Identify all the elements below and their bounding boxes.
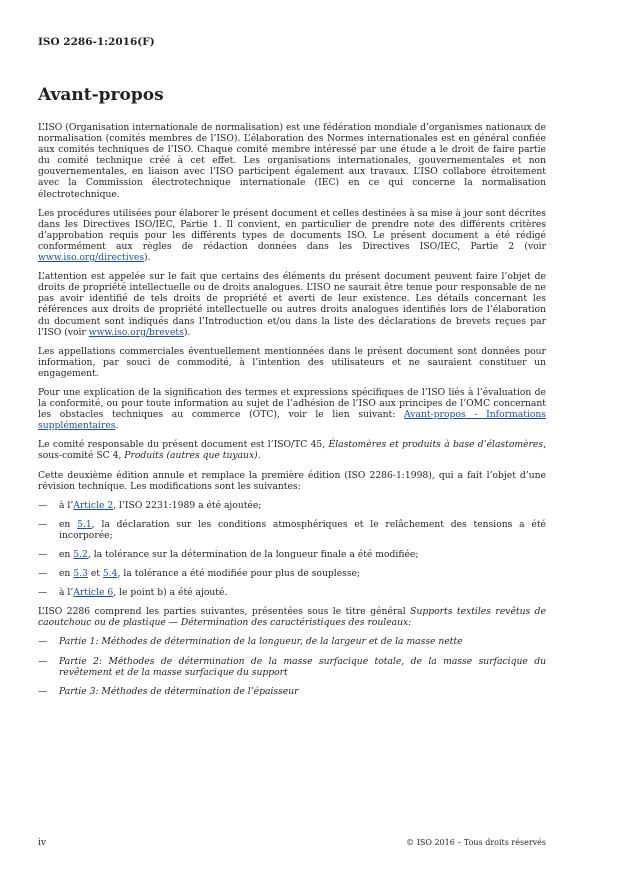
item-text: à l’ bbox=[59, 499, 74, 511]
item-text: , la tolérance a été modifiée pour plus de souplesse; bbox=[117, 568, 361, 580]
tc-title: Élastomères et produits à base d’élastomères bbox=[328, 439, 544, 451]
item-text: et bbox=[87, 568, 103, 580]
paragraph-text: Les procédures utilisées pour élaborer le présent document et celles destinées à sa mise à jour sont décrites dans les Directives ISO/IEC, Partie 1. Il convient, en particulier de prendre note des différents critères d’approbation requis pour les différents types de documents ISO. Le présent document a été rédigé conformément aux règles de rédaction données dans les Directives ISO/IEC, Partie 2 (voir bbox=[38, 207, 546, 252]
dash-marker: — bbox=[38, 499, 48, 511]
paragraph-text: Le comité responsable du présent document est l’ISO/TC 45, bbox=[38, 439, 329, 451]
dash-marker: — bbox=[38, 518, 48, 530]
document-id-header: ISO 2286-1:2016(F) bbox=[38, 36, 155, 48]
paragraph-text: L’ISO 2286 comprend les parties suivantes, présentées sous le titre général bbox=[38, 606, 411, 618]
dash-marker: — bbox=[38, 549, 48, 560]
article-2-link[interactable]: Article 2 bbox=[73, 499, 114, 511]
paragraph-edition: Cette deuxième édition annule et remplace la première édition (ISO 2286-1:1998), qui a fait l’objet d’une révision technique. Les modifications sont les suivantes: bbox=[38, 469, 546, 492]
patents-link[interactable]: www.iso.org/brevets bbox=[88, 326, 184, 338]
paragraph-text: L’attention est appelée sur le fait que certains des éléments du présent document peuvent faire l’objet de droits de propriété intellectuelle ou de droits analogues. L’ISO ne saurait être tenue pour responsable de ne pas avoir identifié de tels droits de propriété et averti de leur existence. Les détails concernant les références aux droits de propriété intellectuelle ou autres droits analogues identifiés lors de l’élaboration du document sont indiqués dans l’Introduction et/ou dans la liste des déclarations de brevets reçues par l’ISO (voir bbox=[38, 271, 546, 338]
list-item bbox=[38, 636, 546, 647]
list-item bbox=[38, 656, 546, 678]
paragraph-text: Pour une explication de la signification des termes et expressions spécifiques de l’ISO liés à l’évaluation de la conformité, ou pour toute information au sujet de l’adhésion de l’ISO aux principes de l’OMC concernant les obstacles techniques au commerce (OTC), voir le lien suivant: bbox=[38, 386, 546, 421]
paragraph-conformity bbox=[38, 387, 546, 431]
dash-marker: — bbox=[38, 685, 48, 697]
paragraph-end: ). bbox=[183, 326, 191, 338]
dash-marker: — bbox=[38, 655, 48, 667]
paragraph-end: . bbox=[115, 420, 119, 432]
clause-5-1-link[interactable]: 5.1 bbox=[77, 518, 92, 530]
list-item bbox=[38, 686, 546, 697]
part-title: Partie 1: Méthodes de détermination de la longueur, de la largeur et de la masse nette bbox=[59, 636, 463, 648]
list-item bbox=[38, 519, 546, 541]
clause-5-4-link[interactable]: 5.4 bbox=[102, 568, 118, 580]
item-text: , la déclaration sur les conditions atmosphériques et le relâchement des tensions a été incorporée; bbox=[59, 518, 546, 541]
parts-list bbox=[38, 636, 546, 696]
list-item bbox=[38, 568, 546, 579]
article-6-link[interactable]: Article 6 bbox=[73, 587, 114, 599]
copyright-notice: © ISO 2016 – Tous droits réservés bbox=[406, 838, 546, 847]
clause-5-3-link[interactable]: 5.3 bbox=[73, 568, 88, 580]
item-text: , la tolérance sur la détermination de la longueur finale a été modifiée; bbox=[87, 549, 419, 560]
paragraph-procedures bbox=[38, 208, 546, 263]
series-title: Supports textiles revêtus de caoutchouc ou de plastique — Détermination des caractéristiques des rouleaux: bbox=[38, 606, 546, 629]
list-item bbox=[38, 549, 546, 560]
paragraph-iso-intro: L’ISO (Organisation internationale de normalisation) est une fédération mondiale d’organismes nationaux de normalisation (comités membres de l’ISO). L’élaboration des Normes internationales est en général confiée aux comités techniques de l’ISO. Chaque comité membre intéressé par une étude a le droit de faire partie du comité technique créé à cet effet. Les organisations internationales, gouvernementales et non gouvernementales, en liaison avec l’ISO participent également aux travaux. L’ISO collabore étroitement avec la Commission électrotechnique internationale (IEC) en ce qui concerne la normalisation électrotechnique. bbox=[38, 122, 546, 200]
paragraph-parts-intro bbox=[38, 606, 546, 628]
item-text: à l’ bbox=[59, 587, 74, 599]
item-text: en bbox=[59, 518, 78, 530]
part-title: Partie 2: Méthodes de détermination de la masse surfacique totale, de la masse surfacique du revêtement et de la masse surfacique du support bbox=[59, 655, 546, 678]
dash-marker: — bbox=[38, 636, 48, 648]
paragraph-end: . bbox=[257, 450, 261, 462]
page-title: Avant-propos bbox=[38, 85, 164, 105]
item-text: , le point b) a été ajouté. bbox=[113, 587, 228, 599]
paragraph-end: ). bbox=[144, 252, 151, 264]
sc-title: Produits (autres que tuyaux) bbox=[124, 450, 258, 462]
item-text: , l’ISO 2231:1989 a été ajoutée; bbox=[113, 499, 262, 511]
changes-list bbox=[38, 500, 546, 599]
item-text: en bbox=[59, 549, 74, 560]
item-text: en bbox=[59, 568, 74, 580]
list-item bbox=[38, 500, 546, 511]
foreword-body bbox=[38, 122, 546, 705]
list-item bbox=[38, 587, 546, 598]
clause-5-2-link[interactable]: 5.2 bbox=[73, 549, 88, 560]
paragraph-patents bbox=[38, 271, 546, 338]
paragraph-text: , sous-comité SC 4, bbox=[38, 439, 546, 462]
page-number: iv bbox=[38, 838, 46, 848]
dash-marker: — bbox=[38, 587, 48, 599]
paragraph-trade-names: Les appellations commerciales éventuellement mentionnées dans le présent document sont données pour information, par souci de commodité, à l’intention des utilisateurs et ne sauraient constituer un engagement. bbox=[38, 345, 546, 379]
paragraph-committee bbox=[38, 439, 546, 461]
directives-link[interactable]: www.iso.org/directives bbox=[38, 252, 145, 264]
part-title: Partie 3: Méthodes de détermination de l’épaisseur bbox=[59, 685, 299, 697]
foreword-info-link[interactable]: Avant-propos - Informations supplémentaires bbox=[38, 409, 546, 432]
dash-marker: — bbox=[38, 568, 48, 580]
